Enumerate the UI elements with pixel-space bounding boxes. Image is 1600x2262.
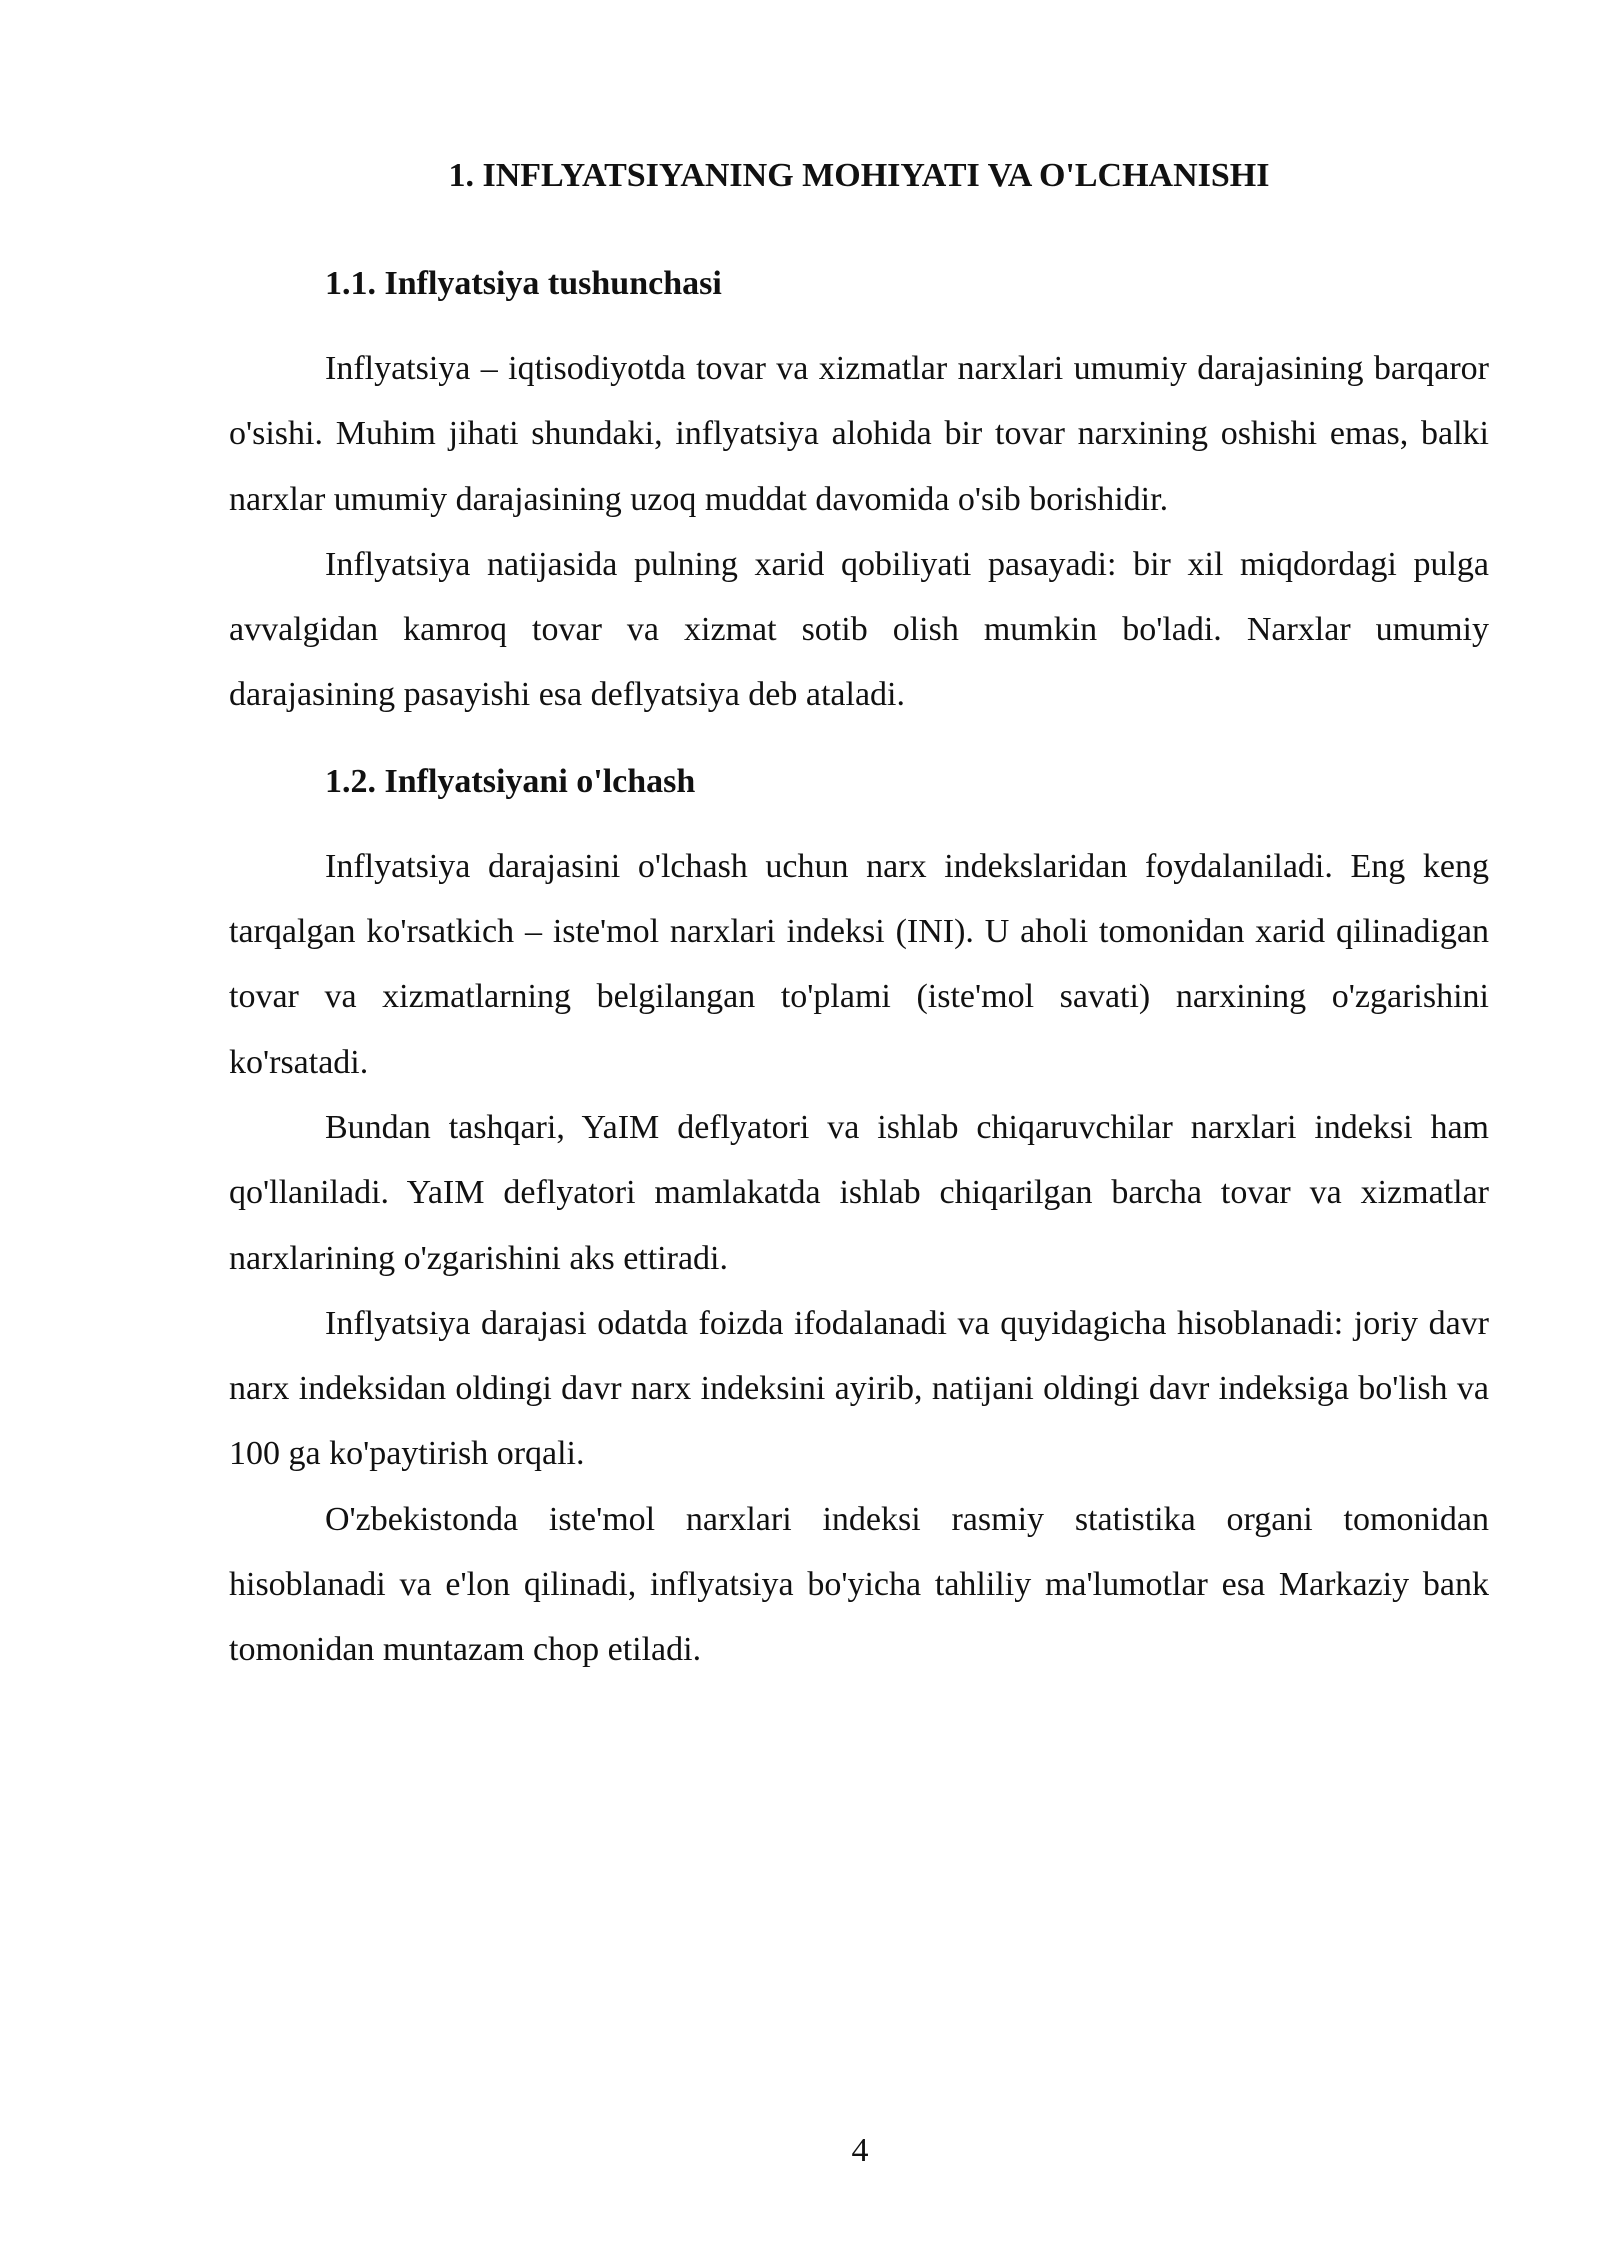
paragraph: Inflyatsiya natijasida pulning xarid qobiliyati pasayadi: bir xil miqdordagi pulga avvalgidan kamroq tovar va xizmat sotib olish mumkin bo'ladi. Narxlar umumiy darajasining pasayishi esa deflyatsiya deb ataladi. [229,545,1489,714]
paragraph: Inflyatsiya darajasi odatda foizda ifodalanadi va quyidagicha hisoblanadi: joriy davr narx indeksidan oldingi davr narx indeksini ayirib, natijani oldingi davr indeksiga bo'lish va 100 ga ko'paytirish orqali. [229,1304,1489,1473]
paragraph: Inflyatsiya – iqtisodiyotda tovar va xizmatlar narxlari umumiy darajasining barqaror o'sishi. Muhim jihati shundaki, inflyatsiya alohida bir tovar narxining oshishi emas, balki narxlar umumiy darajasining uzoq muddat davomida o'sib borishidir. [229,350,1489,518]
paragraph: Inflyatsiya darajasini o'lchash uchun narx indekslaridan foydalaniladi. Eng keng tarqalgan ko'rsatkich – iste'mol narxlari indeksi (INI). U aholi tomonidan xarid qilinadigan tovar va xizmatlarning belgilangan to'plami (iste'mol savati) narxining o'zgarishini ko'rsatadi. [229,847,1489,1081]
paragraph: Bundan tashqari, YaIM deflyatori va ishlab chiqaruvchilar narxlari indeksi ham qo'llaniladi. YaIM deflyatori mamlakatda ishlab chiqarilgan barcha tovar va xizmatlar narxlarining o'zgarishini aks ettiradi. [229,1108,1489,1277]
section-title-1-1: 1.1. Inflyatsiya tushunchasi [325,265,722,302]
chapter-title: 1. INFLYATSIYANING MOHIYATI VA O'LCHANISHI [448,157,1270,194]
page-content [229,148,1489,1683]
page-number: 4 [851,2132,869,2169]
paragraph: O'zbekistonda iste'mol narxlari indeksi rasmiy statistika organi tomonidan hisoblanadi va e'lon qilinadi, inflyatsiya bo'yicha tahliliy ma'lumotlar esa Markaziy bank tomonidan muntazam chop etiladi. [229,1500,1489,1669]
section-title-1-2: 1.2. Inflyatsiyani o'lchash [325,762,696,800]
